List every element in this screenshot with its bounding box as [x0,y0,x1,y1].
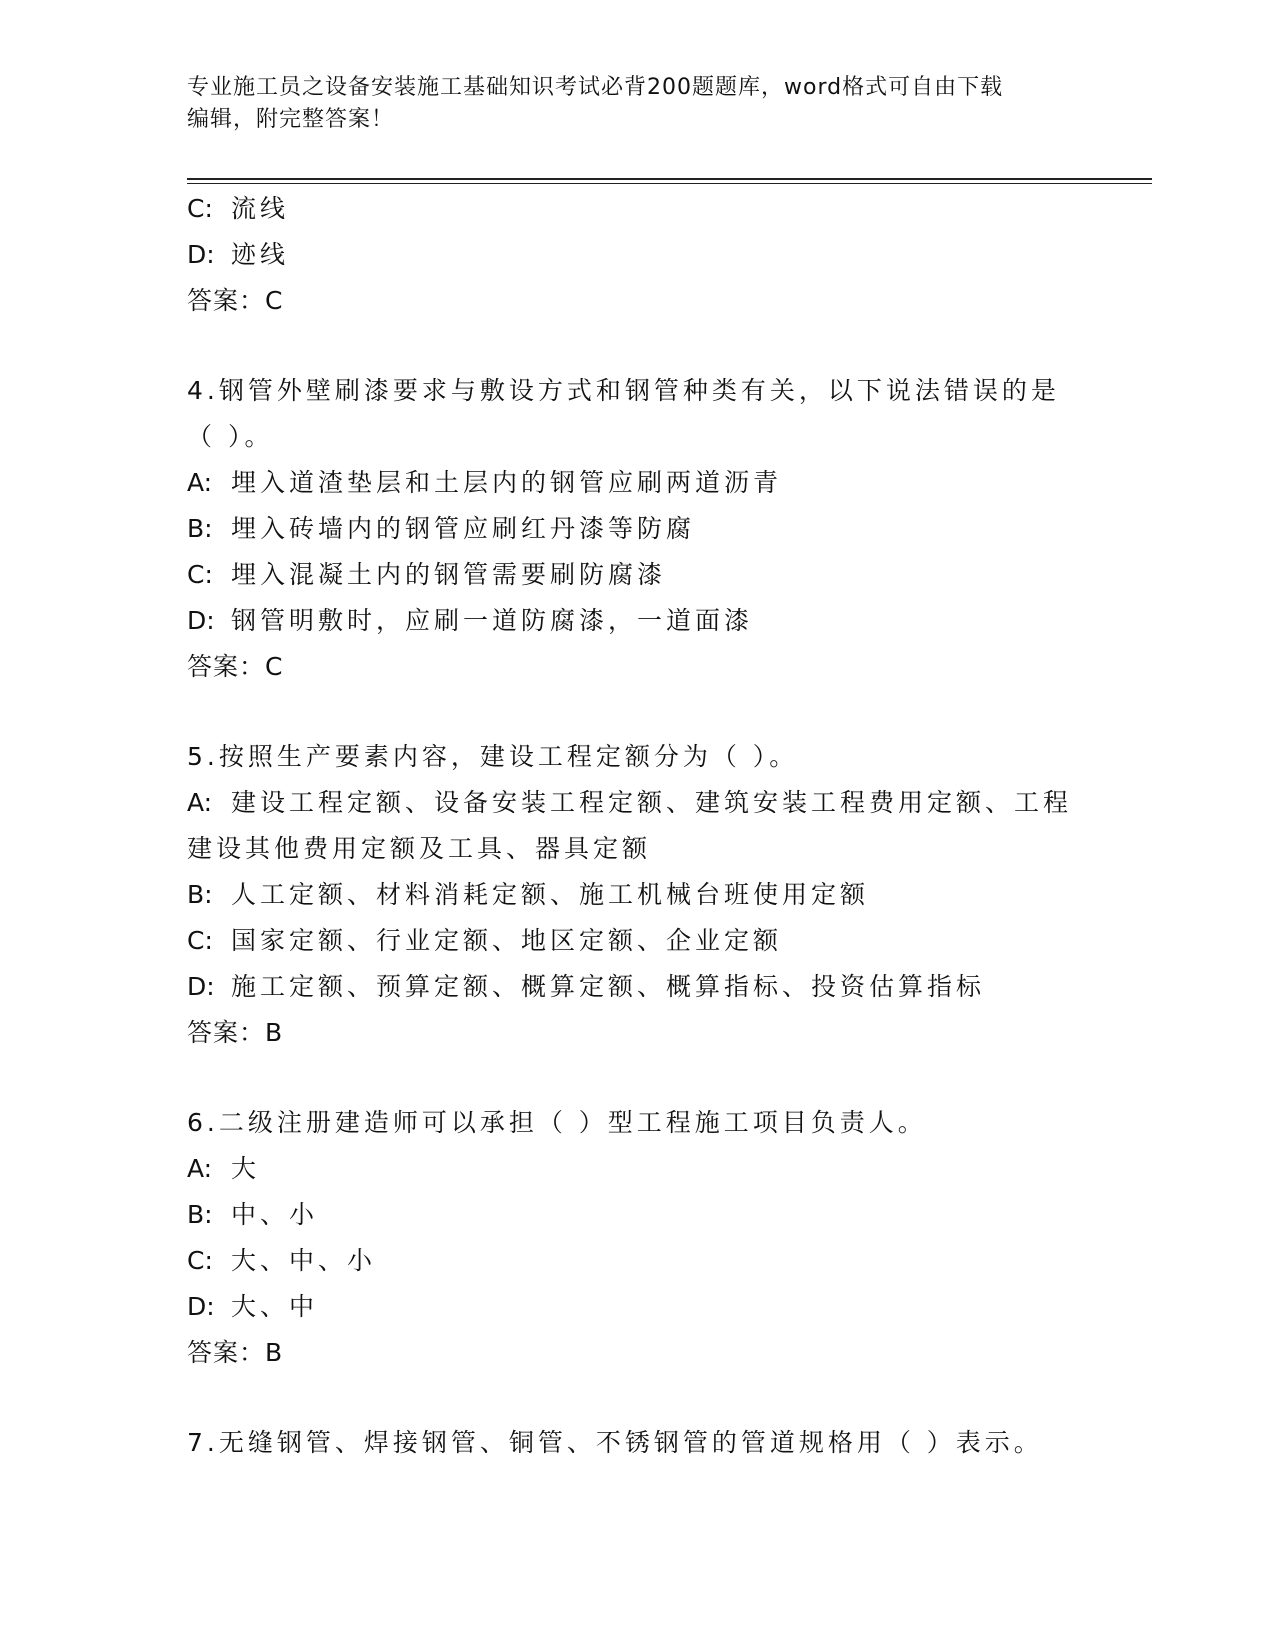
question-stem: 6.二级注册建造师可以承担（ ）型工程施工项目负责人。 [187,1108,927,1137]
question-5 [187,734,1087,1056]
option-text: 施工定额、预算定额、概算定额、概算指标、投资估算指标 [231,972,986,1001]
question-stem: 4.钢管外壁刷漆要求与敷设方式和钢管种类有关，以下说法错误的是 [187,376,1060,405]
option-text: 埋入混凝土内的钢管需要刷防腐漆 [231,560,667,589]
option-c [187,552,1087,598]
option-text: 钢管明敷时，应刷一道防腐漆，一道面漆 [231,606,754,635]
option-a [187,780,1087,826]
option-label: C: [187,194,213,223]
spacer [187,1056,1087,1100]
option-text: 流线 [231,194,290,223]
option-text: 埋入砖墙内的钢管应刷红丹漆等防腐 [231,514,696,543]
option-d [187,1284,1087,1330]
question-stem: 7.无缝钢管、焊接钢管、铜管、不锈钢管的管道规格用（ ）表示。 [187,1428,1043,1457]
option-label: D: [187,606,215,635]
question-3-continued [187,186,1087,324]
option-label: C: [187,1246,213,1275]
option-label: A: [187,468,213,497]
option-text: 中、小 [231,1200,319,1229]
answer-line: 答案：B [187,1018,284,1047]
option-c [187,918,1087,964]
option-text: 埋入道渣垫层和土层内的钢管应刷两道沥青 [231,468,783,497]
option-text: 迹线 [231,240,290,269]
option-label: D: [187,1292,215,1321]
header-title-line-2: 编辑，附完整答案！ [187,107,395,132]
answer-line: 答案：C [187,286,284,315]
option-a [187,460,1087,506]
answer-line: 答案：C [187,652,284,681]
question-7 [187,1420,1087,1466]
option-label: D: [187,972,215,1001]
option-c [187,1238,1087,1284]
option-text: 大 [231,1154,261,1183]
option-label: D: [187,240,215,269]
document-body [187,186,1087,1466]
question-6 [187,1100,1087,1376]
option-a-continued: 建设其他费用定额及工具、器具定额 [187,834,652,863]
option-label: B: [187,880,213,909]
option-label: B: [187,1200,213,1229]
option-label: C: [187,560,213,589]
option-label: A: [187,788,213,817]
option-b [187,872,1087,918]
option-a [187,1146,1087,1192]
option-b [187,506,1087,552]
spacer [187,324,1087,368]
answer-line: 答案：B [187,1338,284,1367]
option-label: C: [187,926,213,955]
option-text: 建设工程定额、设备安装工程定额、建筑安装工程费用定额、工程 [231,788,1073,817]
document-header [187,72,1087,136]
spacer [187,690,1087,734]
spacer [187,1376,1087,1420]
question-stem: 5.按照生产要素内容，建设工程定额分为（ ）。 [187,742,799,771]
option-b [187,1192,1087,1238]
option-d [187,598,1087,644]
question-4 [187,368,1087,690]
option-d [187,964,1087,1010]
option-text: 大、中 [231,1292,319,1321]
header-divider [187,178,1152,184]
option-c [187,186,1087,232]
header-title-line-1: 专业施工员之设备安装施工基础知识考试必背200题题库，word格式可自由下载 [187,75,1004,100]
option-label: B: [187,514,213,543]
option-text: 人工定额、材料消耗定额、施工机械台班使用定额 [231,880,870,909]
option-d [187,232,1087,278]
question-stem-continued: （ ）。 [187,422,274,451]
option-label: A: [187,1154,213,1183]
option-text: 国家定额、行业定额、地区定额、企业定额 [231,926,783,955]
option-text: 大、中、小 [231,1246,377,1275]
